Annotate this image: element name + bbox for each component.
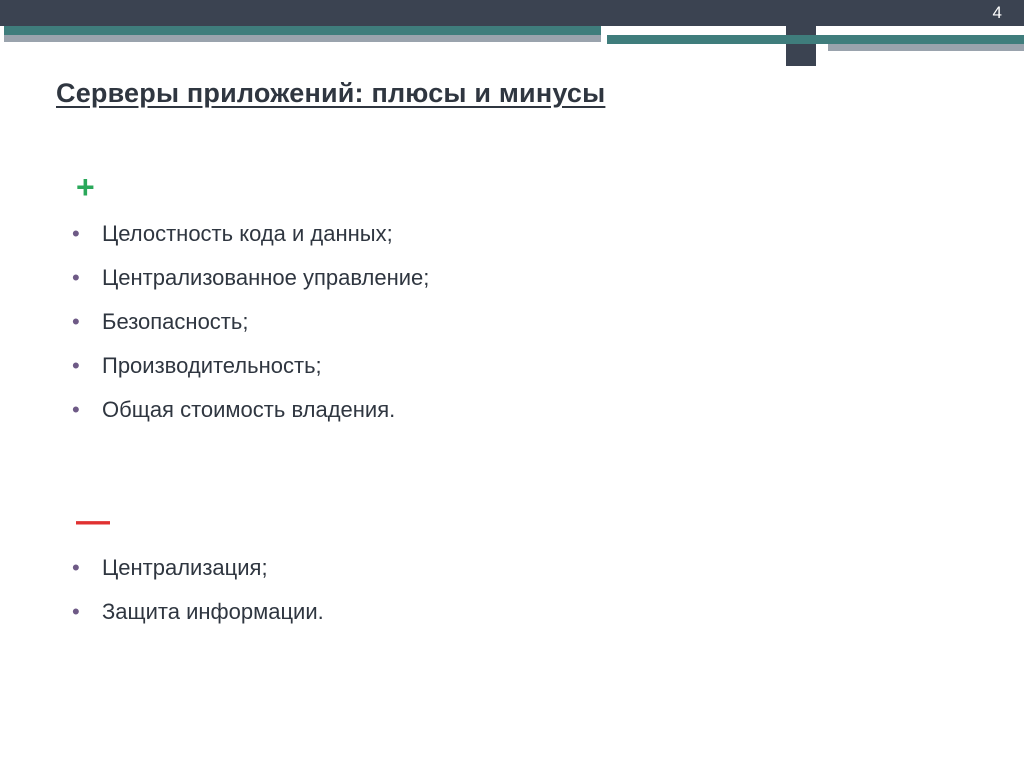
header-grey-bar-right <box>828 44 1024 51</box>
list-item: • Защита информации. <box>68 590 968 634</box>
list-item: • Безопасность; <box>68 300 968 344</box>
header-teal-bar-right <box>607 35 1024 44</box>
plus-sign: + <box>76 169 95 205</box>
list-item: • Централизация; <box>68 546 968 590</box>
header-teal-bar-left <box>0 26 601 35</box>
header-grey-bar-left <box>0 35 601 42</box>
list-item: • Централизованное управление; <box>68 256 968 300</box>
pros-list <box>68 212 968 432</box>
slide-body <box>68 170 968 634</box>
cons-section <box>68 504 968 634</box>
header-dark-tab <box>786 26 816 66</box>
page-title: Серверы приложений: плюсы и минусы <box>56 78 606 108</box>
left-edge-accent <box>0 26 4 767</box>
list-item: • Целостность кода и данных; <box>68 212 968 256</box>
pros-section <box>68 170 968 432</box>
slide-number: 4 <box>992 3 1002 22</box>
list-item: • Общая стоимость владения. <box>68 388 968 432</box>
header-dark-band <box>0 0 1024 26</box>
section-spacer <box>68 432 968 504</box>
minus-sign: — <box>76 502 110 540</box>
cons-list <box>68 546 968 634</box>
list-item: • Производительность; <box>68 344 968 388</box>
